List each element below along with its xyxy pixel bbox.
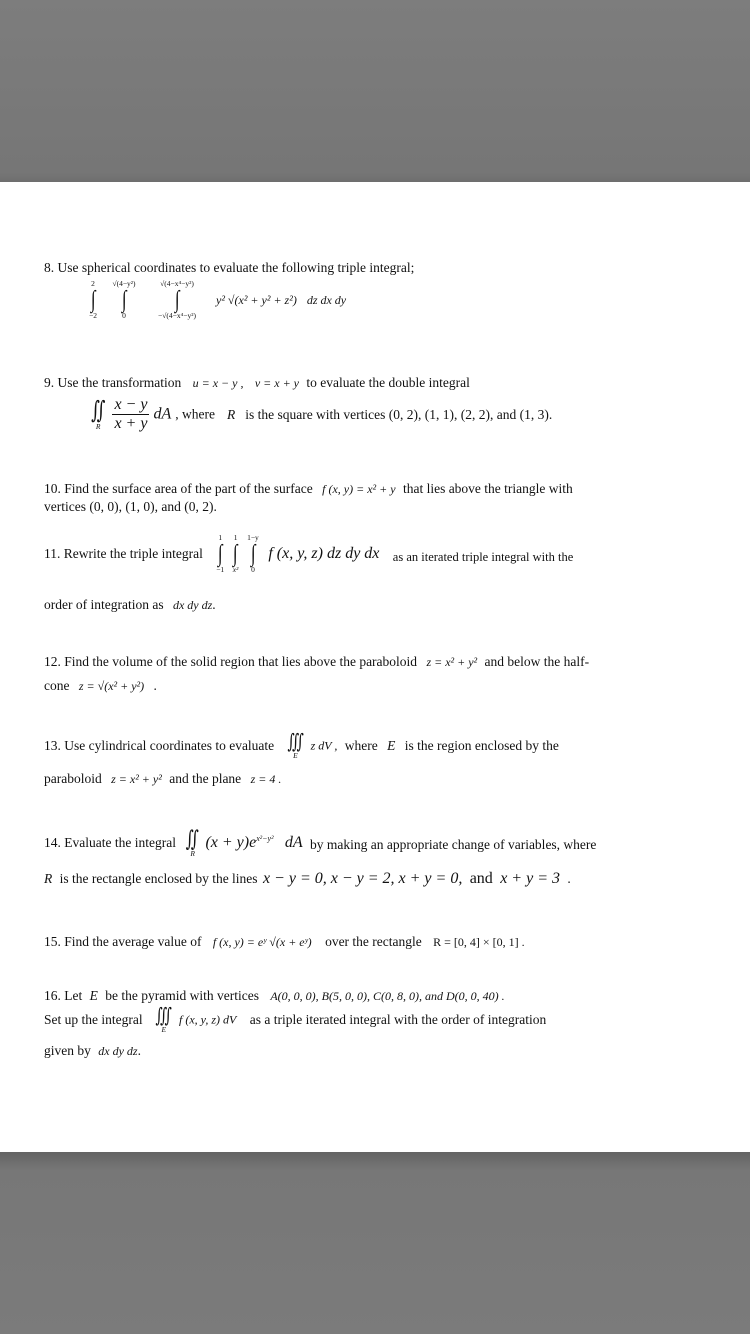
integral-sign-icon: ∫ (233, 541, 238, 567)
integral-sign-icon: ∫ (250, 541, 256, 567)
p9-numerator: x − y (114, 396, 148, 413)
p14-region-var: R (44, 871, 53, 886)
p13-text-after: is the region enclosed by the (404, 738, 559, 753)
p8-middle-lower: 0 (122, 311, 126, 320)
p8-outer-upper: 2 (91, 279, 95, 288)
p15-function: f (x, y) = eʸ √(x + eʸ) (212, 935, 312, 949)
problem-13-line1 (44, 732, 559, 760)
p12-period: . (153, 678, 157, 693)
p9-denominator: x + y (114, 415, 148, 432)
p13-plane: z = 4 . (250, 772, 282, 786)
problem-13-line2 (44, 770, 281, 788)
p9-square-text: is the square with vertices (0, 2), (1, 1), (2, 2), and (1, 3). (245, 406, 553, 422)
p14-text-before: 14. Evaluate the integral (44, 835, 176, 850)
p14-exponent: x²−y² (256, 834, 274, 843)
p9-v-eq: v = x + y (254, 376, 300, 390)
top-frame (0, 0, 750, 182)
p14-line2-text: is the rectangle enclosed by the lines (59, 871, 258, 886)
p16-order: dx dy dz (98, 1044, 138, 1058)
p8-integrand: y² √(x² + y² + z²) (216, 292, 297, 307)
integral-sign-icon: ∫ (174, 287, 180, 313)
p9-where: , where (175, 406, 215, 422)
p9-text-before: 9. Use the transformation (44, 375, 182, 390)
p14-period: . (567, 871, 571, 886)
p10-text-after: that lies above the triangle with (402, 481, 573, 496)
p10-text-before: 10. Find the surface area of the part of the surface (44, 481, 313, 496)
p9-u-eq: u = x − y , (192, 376, 244, 390)
p16-given-by: given by (44, 1043, 91, 1058)
p8-differentials: dz dx dy (306, 292, 347, 307)
p16-period: . (137, 1043, 141, 1058)
problem-15 (44, 933, 525, 951)
p16-E: E (89, 988, 98, 1003)
p16-region-label: E (161, 1025, 167, 1034)
p13-where: where (344, 738, 378, 753)
p11-middle-lower: x² (232, 565, 239, 574)
p11-outer-upper: 1 (218, 533, 223, 542)
problem-11-line2 (44, 596, 216, 614)
problem-10-line1 (44, 480, 573, 498)
p11-line2-text: order of integration as (44, 597, 164, 612)
p12-text-after: and below the half- (484, 654, 590, 669)
problem-8-integral (86, 280, 346, 320)
p13-paraboloid-label: paraboloid (44, 771, 102, 786)
p15-rectangle: R = [0, 4] × [0, 1] . (433, 935, 525, 949)
p11-outer-lower: −1 (216, 565, 225, 574)
p11-period: . (212, 597, 216, 612)
problem-8-text: 8. Use spherical coordinates to evaluate the following triple integral; (44, 260, 415, 275)
problem-12-line2 (44, 677, 157, 695)
p13-paraboloid: z = x² + y² (111, 772, 162, 786)
double-integral-icon: ∬ (91, 397, 106, 424)
p13-region-var: E (387, 738, 396, 753)
p16-line2-text: Set up the integral (44, 1012, 143, 1027)
problem-9-line1 (44, 374, 470, 392)
problem-16-line3 (44, 1042, 141, 1060)
problem-16-line2 (44, 1006, 546, 1034)
p14-region-label: R (190, 849, 195, 858)
p9-dA: dA (153, 405, 172, 423)
triple-integral-icon: ∭ (287, 731, 304, 753)
p13-text-before: 13. Use cylindrical coordinates to evaluate (44, 738, 275, 753)
problem-14-line1 (44, 828, 596, 858)
p11-inner-lower: 0 (251, 565, 255, 574)
double-integral-icon: ∬ (186, 826, 200, 851)
p13-plane-label: and the plane (169, 771, 242, 786)
problem-16-line1 (44, 987, 505, 1005)
p13-integrand: z dV , (310, 738, 338, 753)
p14-integrand (205, 834, 273, 851)
problem-11-line1 (44, 534, 573, 574)
problem-10-line2: vertices (0, 0), (1, 0), and (0, 2). (44, 499, 217, 514)
p16-vertices: A(0, 0, 0), B(5, 0, 0), C(0, 8, 0), and D(0, 0, 40) . (270, 989, 505, 1003)
p14-text-after: by making an appropriate change of variables, where (310, 837, 597, 853)
p16-line1-text: be the pyramid with vertices (105, 988, 259, 1003)
p11-integrand: f (x, y, z) dz dy dx (268, 545, 380, 562)
p15-text-mid: over the rectangle (325, 934, 422, 949)
triple-integral-icon: ∭ (155, 1005, 173, 1027)
p8-inner-lower: −√(4−x⁴−y²) (158, 311, 196, 320)
p14-dA: dA (284, 834, 303, 851)
p11-text-after: as an iterated triple integral with the (392, 550, 574, 565)
p9-region-label: R (95, 421, 101, 431)
p12-text-before: 12. Find the volume of the solid region that lies above the paraboloid (44, 654, 418, 669)
p8-inner-upper: √(4−x⁴−y²) (160, 279, 194, 288)
p11-inner-upper: 1−y (247, 533, 259, 542)
integral-sign-icon: ∫ (90, 287, 96, 313)
p15-text-before: 15. Find the average value of (44, 934, 202, 949)
p9-text-after: to evaluate the double integral (306, 375, 470, 390)
p11-order: dx dy dz (172, 598, 213, 612)
p14-lines: x − y = 0, x − y = 2, x + y = 0, (262, 870, 463, 887)
p13-region-label: E (293, 751, 298, 760)
p8-outer-lower: −2 (89, 311, 97, 320)
p16-integrand: f (x, y, z) dV (179, 1012, 237, 1027)
p8-middle-upper: √(4−y²) (112, 279, 136, 288)
problem-14-line2 (44, 870, 571, 888)
p10-function: f (x, y) = x² + y (322, 482, 396, 496)
p12-cone: z = √(x² + y²) (78, 679, 145, 693)
integral-sign-icon: ∫ (217, 541, 223, 567)
p11-text-before: 11. Rewrite the triple integral (44, 546, 203, 561)
p16-let: 16. Let (44, 988, 83, 1003)
bottom-frame (0, 1152, 750, 1334)
p16-line2-after: as a triple iterated integral with the order of integration (249, 1012, 547, 1027)
integral-sign-icon: ∫ (121, 287, 127, 313)
p11-middle-upper: 1 (233, 533, 238, 542)
p12-cone-label: cone (44, 678, 70, 693)
p9-region-var: R (226, 406, 236, 422)
problem-9-integral (88, 396, 552, 433)
p14-and: and (469, 870, 493, 887)
p12-paraboloid: z = x² + y² (426, 655, 478, 669)
problem-12-line1 (44, 653, 589, 671)
p9-fraction (112, 396, 149, 433)
p14-last-line: x + y = 3 (500, 870, 560, 887)
p14-integrand-base: (x + y)e (205, 834, 257, 851)
